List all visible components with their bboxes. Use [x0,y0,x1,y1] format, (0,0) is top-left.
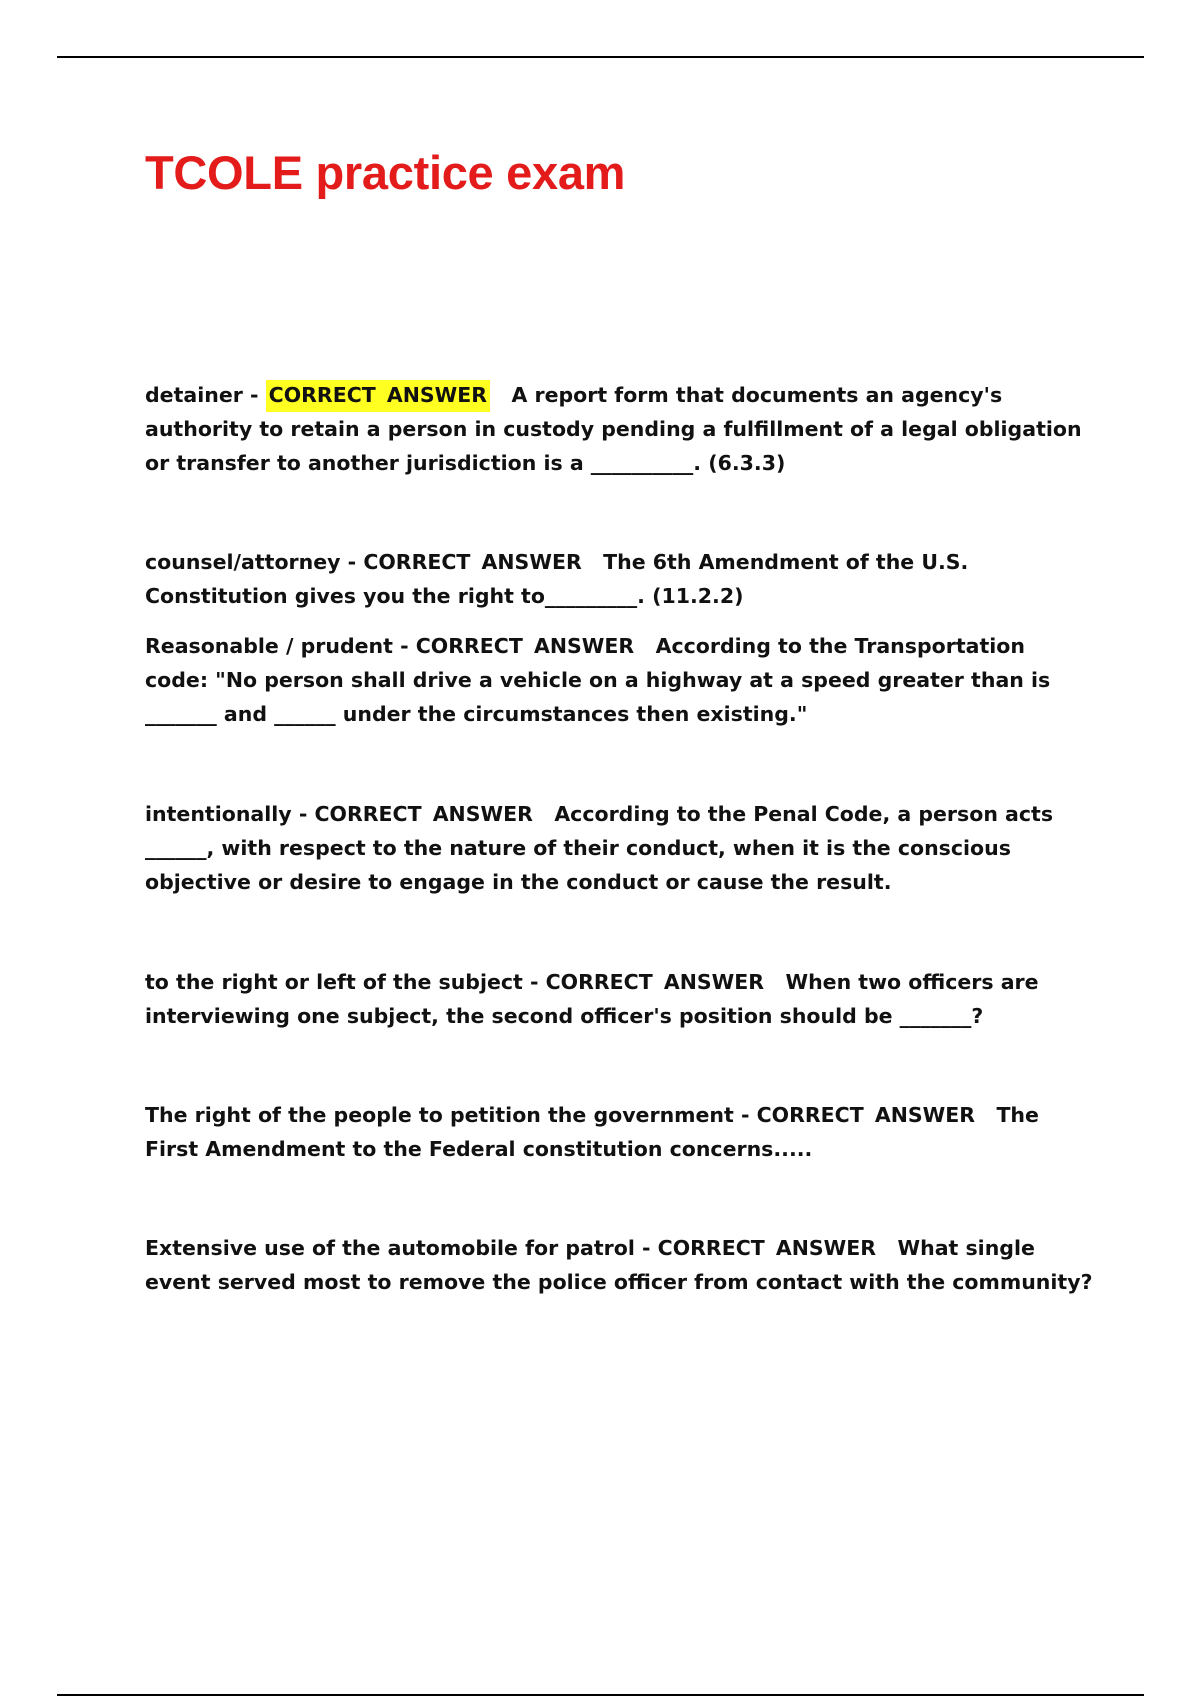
separator: - [634,1236,658,1260]
qa-item [145,1098,1095,1166]
question-text: What single event served most to remove the police officer from contact with the community? [145,1236,1093,1294]
correct-answer-tag: CORRECT ANSWER [363,550,582,574]
question-text: The 6th Amendment of the U.S. Constitution gives you the right to_________. (11.2.2) [145,550,969,608]
correct-answer-tag: CORRECT ANSWER [756,1103,976,1127]
question-text: The First Amendment to the Federal constitution concerns..... [145,1103,1039,1161]
separator: - [340,550,364,574]
question-text: According to the Transportation code: "No person shall drive a vehicle on a highway at a speed greater than is _______ and ______ under the circumstances then existing." [145,634,1051,726]
qa-item [145,629,1095,731]
correct-answer-tag: CORRECT ANSWER [415,634,635,658]
separator: - [733,1103,757,1127]
qa-item [145,545,1095,613]
answer-text: counsel/attorney [145,550,341,574]
qa-item [145,1231,1095,1299]
separator: - [392,634,416,658]
separator: - [242,383,266,407]
separator: - [522,970,546,994]
page-title: TCOLE practice exam [145,146,626,199]
qa-item [145,965,1095,1033]
separator: - [291,802,315,826]
qa-item [145,378,1095,480]
question-text: When two officers are interviewing one subject, the second officer's position should be _______? [145,970,1039,1028]
answer-text: Extensive use of the automobile for patrol [145,1236,635,1260]
answer-text: to the right or left of the subject [145,970,523,994]
answer-text: intentionally [145,802,292,826]
answer-text: detainer [145,383,243,407]
correct-answer-tag-highlighted: CORRECT ANSWER [266,380,490,412]
answer-text: Reasonable / prudent [145,634,393,658]
question-text: According to the Penal Code, a person acts ______, with respect to the nature of their conduct, when it is the conscious objective or desire to engage in the conduct or cause the result. [145,802,1054,894]
correct-answer-tag: CORRECT ANSWER [545,970,765,994]
qa-item [145,797,1095,899]
correct-answer-tag: CORRECT ANSWER [314,802,533,826]
question-text: A report form that documents an agency's authority to retain a person in custody pending a fulfillment of a legal obligation or transfer to another jurisdiction is a __________. (6.3.3) [145,383,1082,475]
bottom-rule [57,1694,1144,1696]
top-rule [57,56,1144,58]
correct-answer-tag: CORRECT ANSWER [657,1236,877,1260]
answer-text: The right of the people to petition the government [145,1103,734,1127]
